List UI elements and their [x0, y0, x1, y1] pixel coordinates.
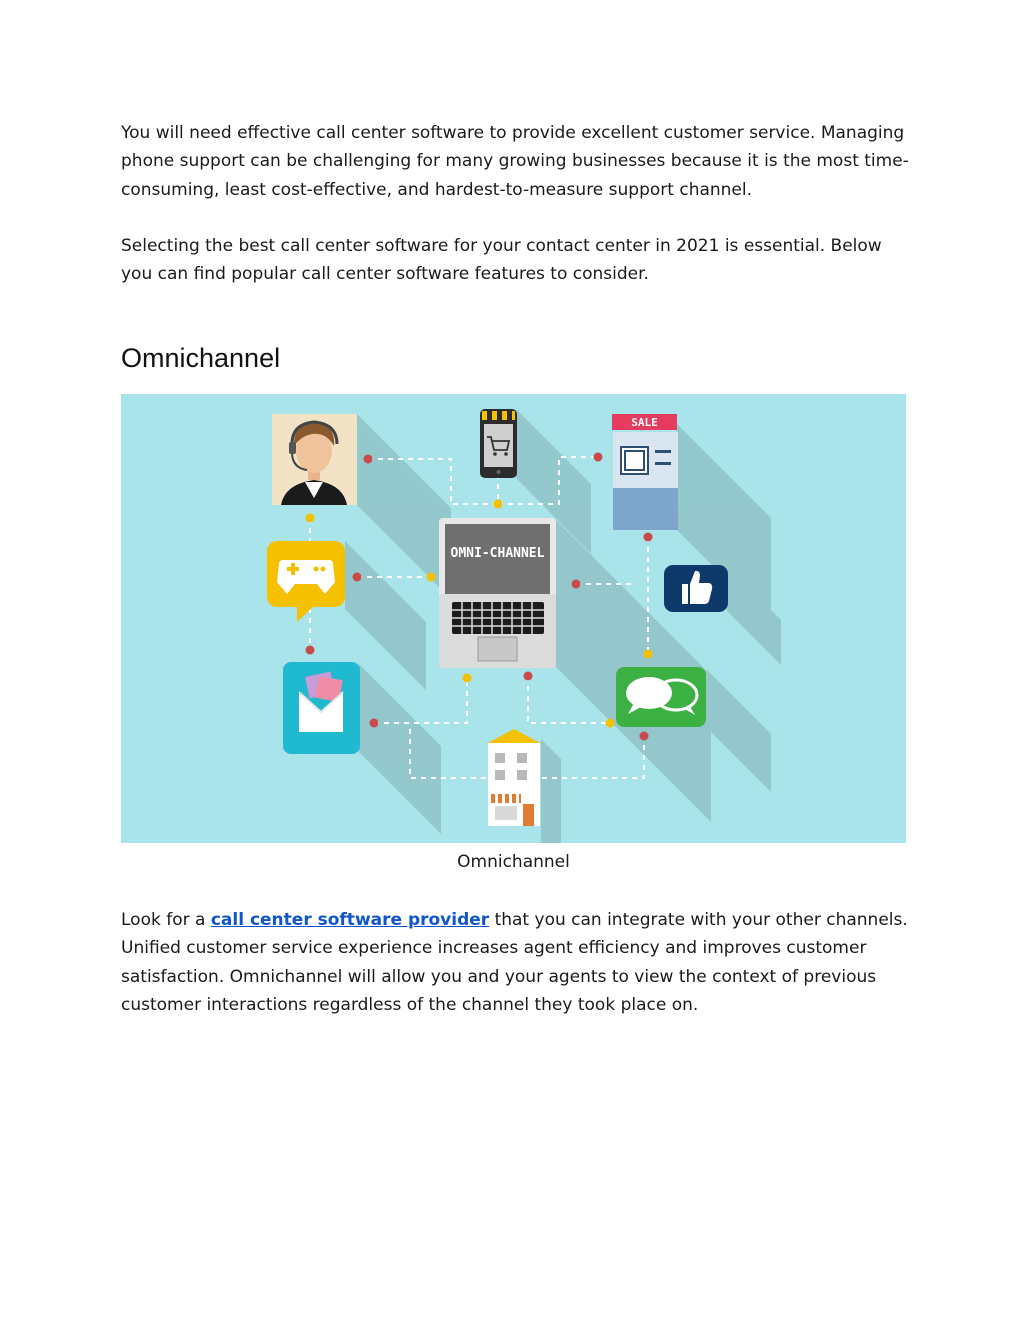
laptop-screen-text: OMNI-CHANNEL — [450, 546, 545, 561]
paragraph-text-after-link: that you can integrate with your other channels. Unified customer service experience increases agent efficiency and improves customer satisfaction. Omnichannel will allow you and your agents to view the context of previous customer interactions regardless of the channel they took place on. — [121, 910, 908, 1015]
messaging-icon — [616, 667, 706, 727]
section-heading: Omnichannel — [121, 343, 281, 373]
sale-sign-text: SALE — [631, 416, 658, 429]
email-icon — [283, 662, 360, 754]
mobile-shopping-icon — [480, 409, 517, 478]
storefront-icon — [486, 729, 542, 826]
figure-caption: Omnichannel — [457, 852, 570, 872]
laptop-icon — [439, 518, 556, 668]
agent-headset-icon — [272, 414, 357, 505]
intro-paragraph-1: You will need effective call center software to provide excellent customer service. Managing phone support can be challenging for many growing businesses because it is the most time-consuming, least cost-effective, and hardest-to-measure support channel. — [121, 123, 909, 200]
thumbs-up-icon — [664, 565, 728, 612]
call-center-software-provider-link[interactable]: call center software provider — [210, 910, 490, 930]
section-paragraph — [121, 906, 911, 1019]
paragraph-text-before-link: Look for a — [121, 910, 211, 930]
omnichannel-illustration — [121, 394, 906, 843]
intro-paragraph-2: Selecting the best call center software for your contact center in 2021 is essential. Below you can find popular call center software features to consider. — [121, 236, 882, 285]
